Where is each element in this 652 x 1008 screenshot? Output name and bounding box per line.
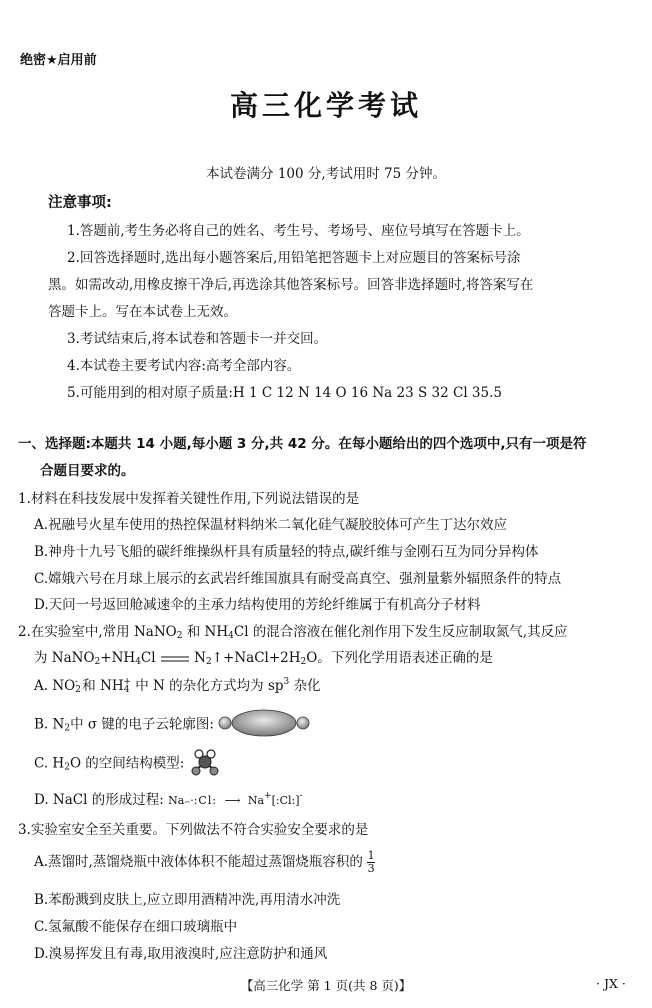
question-1-option-d: D.天问一号返回舱减速伞的主承力结构使用的芳纶纤维属于有机高分子材料 [34,597,481,613]
notice-item: 5.可能用到的相对原子质量:H 1 C 12 N 14 O 16 Na 23 S 32 Cl 35.5 [67,385,502,401]
page-title: 高三化学考试 [229,89,422,122]
question-1-option-a: A.祝融号火星车使用的热控保温材料纳米二氧化硅气凝胶胶体可产生丁达尔效应 [34,517,508,533]
question-2-option-a: A. $NO_2^-$ 和 $NH_4^+$ 中 N 的杂化方式均为 $sp^3$ 杂化 [34,677,321,695]
question-2-equation: 为 $NaNO_2+NH_4Cl$ $N_2↑+NaCl+2H_2O$。下列化学用语表述正确的是 [34,650,493,667]
question-3-option-a: A.蒸馏时,蒸馏烧瓶中液体体积不能超过蒸馏烧瓶容积的 $\frac{1}{3}$ [34,849,375,875]
question-2-option-c: C. $H_2O$ 的空间结构模型: [34,746,221,782]
fraction-one-third: $\frac{1}{3}$ [367,849,375,875]
notice-item: 2.回答选择题时,选出每小题答案后,用铅笔把答题卡上对应题目的答案标号涂 [67,250,521,266]
notice-item: 答题卡上。写在本试卷上无效。 [48,304,237,320]
equals-sign [160,651,190,667]
notice-item: 1.答题前,考生务必将自己的姓名、考生号、考场号、座位号填写在答题卡上。 [67,223,530,239]
nacl-formation-diagram: Na⌢·:Cl: ⟶ Na+[:Cl:]- [168,791,303,807]
question-2-option-d: D. NaCl 的形成过程: Na⌢·:Cl: ⟶ Na+[:Cl:]- [34,791,303,808]
question-2-stem: 2.在实验室中,常用 NaNO$_2$ 和 $NH_4Cl$ 的混合溶液在催化剂作用下发生反应制取氮气,其反应 [18,624,568,641]
water-ball-stick-model-image [189,746,221,782]
confidential-label: 绝密★启用前 [20,53,97,68]
notice-item: 4.本试卷主要考试内容:高考全部内容。 [67,358,301,374]
section-heading: 一、选择题:本题共 14 小题,每小题 3 分,共 42 分。在每小题给出的四个选项中,只有一项是符 [18,436,587,452]
notice-heading: 注意事项: [48,195,112,211]
question-1-option-c: C.嫦娥六号在月球上展示的玄武岩纤维国旗具有耐受高真空、强剂量紫外辐照条件的特点 [34,571,562,587]
footer-code: · JX · [596,976,626,991]
question-3-option-b: B.苯酚溅到皮肤上,应立即用酒精冲洗,再用清水冲洗 [34,892,341,908]
question-3-stem: 3.实验室安全至关重要。下列做法不符合实验安全要求的是 [18,822,369,838]
question-3-option-c: C.氢氟酸不能保存在细口玻璃瓶中 [34,919,238,935]
question-2-option-b: B. $N_2$中 σ 键的电子云轮廓图: [34,708,310,742]
section-heading-cont: 合题目要求的。 [40,463,135,479]
reaction-arrow-icon: ⟶ [224,794,241,807]
question-1-option-b: B.神舟十九号飞船的碳纤维操纵杆具有质量轻的特点,碳纤维与金刚石互为同分异构体 [34,544,539,560]
question-1-stem: 1.材料在科技发展中发挥着关键性作用,下列说法错误的是 [18,491,360,507]
page-footer: 【高三化学 第 1 页(共 8 页)】 [240,978,412,993]
sigma-bond-cloud-image [218,708,310,742]
notice-item: 黑。如需改动,用橡皮擦干净后,再选涂其他答案标号。回答非选择题时,将答案写在 [48,277,534,293]
exam-info: 本试卷满分 100 分,考试用时 75 分钟。 [206,166,446,182]
notice-item: 3.考试结束后,将本试卷和答题卡一并交回。 [67,331,328,347]
question-3-option-d: D.溴易挥发且有毒,取用液溴时,应注意防护和通风 [34,946,328,962]
